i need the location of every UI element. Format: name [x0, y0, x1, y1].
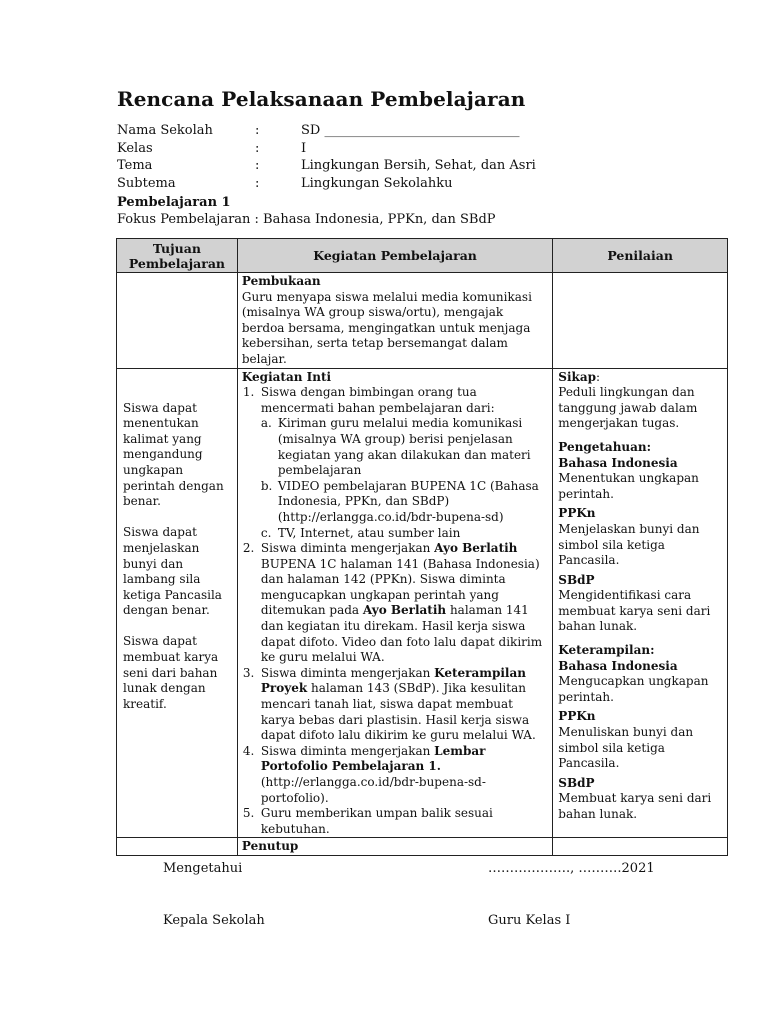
- meta-label: Nama Sekolah: [117, 123, 213, 138]
- assessment-text: Mengidentifikasi cara membuat karya seni dari bahan lunak.: [558, 588, 711, 634]
- meta-label: Subtema: [117, 175, 176, 191]
- header-activities: Kegiatan Pembelajaran: [237, 239, 552, 273]
- spacer: [558, 432, 723, 440]
- assessment-colon: :: [596, 369, 601, 384]
- empty-cell: [553, 838, 728, 856]
- meta-colon: :: [255, 175, 260, 191]
- meta-value: SD ______________________________: [301, 123, 520, 138]
- sub-step: [261, 416, 548, 478]
- table-row-core: [117, 368, 728, 838]
- assessment-text: Mengucapkan ungkapan perintah.: [558, 674, 709, 704]
- sub-step-letter: b.: [260, 478, 273, 493]
- opening-cell: [237, 273, 552, 369]
- teacher-label: Guru Kelas I: [488, 913, 571, 928]
- meta-value: I: [301, 140, 307, 156]
- acknowledged-label: Mengetahui: [163, 861, 243, 876]
- lesson-focus: Fokus Pembelajaran : Bahasa Indonesia, PPKn, dan SBdP: [117, 212, 496, 227]
- assessment-cell: [553, 368, 728, 838]
- assessment-subject: PPKn: [558, 709, 596, 724]
- step-text: BUPENA 1C halaman 141 (Bahasa Indonesia) dan halaman 142 (PPKn). Siswa diminta mengucapkan ungkapan perintah yang ditemukan pada: [260, 556, 540, 618]
- step-text: halaman 143 (SBdP). Jika kesulitan mencari tanah liat, siswa dapat membuat karya bebas dari plastisin. Hasil kerja siswa dapat difoto lalu dikirim ke guru melalui WA.: [260, 681, 536, 743]
- step-number: 1.: [242, 385, 255, 400]
- page-title: Rencana Pelaksanaan Pembelajaran: [117, 87, 526, 111]
- assessment-text: Membuat karya seni dari bahan lunak.: [558, 791, 712, 821]
- step-bold: Lembar Portofolio Pembelajaran 1.: [260, 743, 486, 774]
- meta-colon: :: [255, 123, 260, 138]
- assessment-subject: PPKn: [558, 506, 596, 521]
- assessment-subject: Bahasa Indonesia: [558, 658, 678, 673]
- activity-step: [242, 744, 548, 806]
- step-text: halaman 141 dan kegiatan itu direkam. Hasil kerja siswa dapat difoto. Video dan foto lalu dapat dikirim ke guru melalui WA.: [260, 603, 543, 665]
- meta-colon: :: [255, 140, 260, 156]
- step-text: Guru memberikan umpan balik sesuai kebutuhan.: [260, 806, 493, 836]
- meta-value: Lingkungan Sekolahku: [301, 175, 453, 191]
- assessment-subject: SBdP: [558, 572, 595, 587]
- spacer: [558, 635, 723, 643]
- assessment-label: Sikap: [558, 369, 597, 384]
- meta-label: Tema: [117, 158, 153, 173]
- header-assessment: Penilaian: [553, 239, 728, 273]
- assessment-attitude: [558, 370, 723, 386]
- meta-colon: :: [255, 158, 260, 173]
- core-activities-cell: [237, 368, 552, 838]
- lesson-title: Pembelajaran 1: [117, 195, 231, 210]
- objective-item: Siswa dapat menjelaskan bunyi dan lambang sila ketiga Pancasila dengan benar.: [123, 525, 222, 618]
- objective-item: Siswa dapat membuat karya seni dari bahan lunak dengan kreatif.: [123, 634, 219, 711]
- step-text: Siswa dengan bimbingan orang tua mencermati bahan pembelajaran dari:: [260, 385, 495, 415]
- meta-row-theme: [117, 157, 536, 175]
- assessment-label: Keterampilan:: [558, 643, 655, 658]
- assessment-text: Menuliskan bunyi dan simbol sila ketiga Pancasila.: [558, 725, 694, 771]
- lesson-plan-table: [116, 238, 728, 856]
- meta-row-school: [117, 122, 536, 140]
- opening-text: Guru menyapa siswa melalui media komunikasi (misalnya WA group siswa/ortu), mengajak berdoa bersama, mengingatkan untuk menjaga kebersihan, serta tetap bersemangat dalam belajar.: [241, 289, 532, 366]
- header-objectives: Tujuan Pembelajaran: [117, 239, 238, 273]
- meta-row-class: [117, 140, 536, 158]
- assessment-subject: Bahasa Indonesia: [558, 455, 678, 470]
- opening-heading: Pembukaan: [241, 274, 321, 288]
- sub-step-text: TV, Internet, atau sumber lain: [277, 525, 461, 540]
- sub-steps: [261, 416, 548, 541]
- activity-step: [242, 541, 548, 666]
- closing-cell: [237, 838, 552, 856]
- step-number: 3.: [242, 665, 255, 680]
- table-row-closing: [117, 838, 728, 856]
- sub-step: [261, 479, 548, 526]
- step-number: 4.: [242, 743, 255, 758]
- step-bold: Ayo Berlatih: [362, 603, 447, 618]
- activity-step: [242, 806, 548, 837]
- objectives-cell: [117, 368, 238, 838]
- sub-step-text: VIDEO pembelajaran BUPENA 1C (Bahasa Indonesia, PPKn, dan SBdP) (http://erlangga.co.id/bdr-bupena-sd): [277, 478, 539, 524]
- objective-item: Siswa dapat menentukan kalimat yang mengandung ungkapan perintah dengan benar.: [123, 400, 224, 509]
- core-heading: Kegiatan Inti: [241, 369, 332, 384]
- assessment-text: Peduli lingkungan dan tanggung jawab dalam mengerjakan tugas.: [558, 385, 698, 431]
- sub-step-letter: c.: [260, 525, 272, 540]
- meta-row-subtheme: [117, 175, 536, 193]
- identity-block: [117, 122, 536, 192]
- empty-cell: [117, 273, 238, 369]
- empty-cell: [553, 273, 728, 369]
- step-text: Siswa diminta mengerjakan: [260, 665, 435, 680]
- step-text: (http://erlangga.co.id/bdr-bupena-sd-portofolio).: [260, 775, 486, 805]
- step-number: 2.: [242, 541, 255, 556]
- principal-label: Kepala Sekolah: [163, 913, 265, 928]
- assessment-text: Menentukan ungkapan perintah.: [558, 471, 699, 501]
- date-line: ………………., ……….2021: [488, 861, 655, 876]
- step-text: Siswa diminta mengerjakan: [260, 743, 435, 758]
- activity-steps: [242, 385, 548, 837]
- sub-step-letter: a.: [260, 416, 272, 431]
- step-bold: Ayo Berlatih: [434, 541, 518, 556]
- step-number: 5.: [242, 806, 255, 821]
- table-header-row: [117, 239, 728, 273]
- meta-value: Lingkungan Bersih, Sehat, dan Asri: [301, 158, 536, 173]
- activity-step: [242, 385, 548, 541]
- step-text: Siswa diminta mengerjakan: [260, 541, 435, 556]
- sub-step: [261, 526, 548, 542]
- assessment-subject: SBdP: [558, 775, 595, 790]
- closing-heading: Penutup: [241, 839, 299, 854]
- assessment-label: Pengetahuan:: [558, 439, 652, 454]
- table-row-opening: [117, 273, 728, 369]
- meta-label: Kelas: [117, 140, 153, 156]
- step-bold: Keterampilan Proyek: [260, 665, 526, 696]
- assessment-text: Menjelaskan bunyi dan simbol sila ketiga Pancasila.: [558, 521, 700, 568]
- sub-step-text: Kiriman guru melalui media komunikasi (misalnya WA group) berisi penjelasan kegiatan yang akan dilakukan dan materi pembelajaran: [277, 416, 531, 478]
- activity-step: [242, 666, 548, 744]
- empty-cell: [117, 838, 238, 856]
